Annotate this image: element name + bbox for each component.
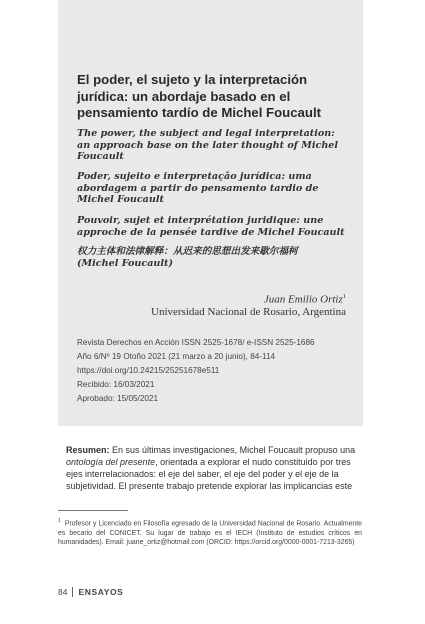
abstract-text-2: , orientada a explorar el nudo constituido por tres ejes interrelacionados: el eje del saber, el eje del poder y el eje de la subjetividad. El presente trabajo pretende explorar las implicancias este bbox=[66, 457, 353, 492]
author-name-text: Juan Emilio Ortiz bbox=[263, 293, 343, 306]
author-affiliation: Universidad Nacional de Rosario, Argentina bbox=[151, 306, 346, 318]
article-header-box bbox=[58, 0, 363, 426]
abstract-text-1: En sus últimas investigaciones, Michel Foucault propuso una bbox=[109, 445, 356, 455]
chinese-title-line: (Michel Foucault) bbox=[77, 257, 174, 269]
issue-info: Año 6/Nº 19 Otoño 2021 (21 marzo a 20 junio), 84-114 bbox=[77, 352, 276, 361]
footnote-mark: 1 bbox=[58, 518, 61, 524]
footnote bbox=[58, 517, 362, 547]
author-footnote-mark: 1 bbox=[342, 293, 346, 300]
portuguese-title-line: Poder, sujeito e interpretação jurídica: uma bbox=[77, 171, 312, 182]
footnote-divider bbox=[58, 510, 128, 511]
english-title-line: The power, the subject and legal interpretation: bbox=[77, 128, 335, 139]
page-footer bbox=[58, 587, 123, 597]
article-title bbox=[77, 72, 347, 122]
title-line-3: pensamiento tardío de Michel Foucault bbox=[77, 105, 322, 120]
french-title-line: approche de la pensée tardive de Michel Foucault bbox=[77, 226, 345, 238]
portuguese-title bbox=[77, 171, 349, 206]
french-title-line: Pouvoir, sujet et interprétation juridique: une bbox=[77, 215, 324, 226]
english-title bbox=[77, 128, 349, 163]
author-name bbox=[150, 293, 346, 306]
abstract-label: Resumen: bbox=[66, 445, 110, 455]
title-line-1: El poder, el sujeto y la interpretación bbox=[77, 72, 308, 87]
journal-issn: Revista Derechos en Acción ISSN 2525-1678/ e-ISSN 2525-1686 bbox=[77, 338, 315, 347]
portuguese-title-line: abordagem a partir do pensamento tardio de bbox=[77, 182, 319, 194]
english-title-line: an approach base on the later thought of Michel bbox=[77, 139, 339, 151]
abstract bbox=[66, 444, 360, 492]
abstract-italic-term: ontología del presente bbox=[66, 457, 156, 468]
portuguese-title-line: Michel Foucault bbox=[77, 194, 164, 206]
footnote-text: Profesor y Licenciado en Filosofía egresado de la Universidad Nacional de Rosario. Actualmente es becario del CONICET. Su lugar de trabajo es el IECH (Instituto de estudios críticos en humanidades). Email: juane_ortiz@hotmail.com (ORCID: https://orcid.org/0000-0001-7213-3265) bbox=[58, 520, 362, 546]
page-number: 84 bbox=[58, 587, 68, 597]
chinese-title-line: 权力主体和法律解释：从迟来的思想出发来歇尔福柯 bbox=[77, 246, 298, 257]
french-title bbox=[77, 215, 349, 238]
footer-separator bbox=[72, 587, 73, 597]
chinese-title bbox=[77, 246, 349, 269]
title-line-2: jurídica: un abordaje basado en el bbox=[77, 88, 291, 104]
english-title-line: Foucault bbox=[77, 151, 124, 163]
received-date: Recibido: 16/03/2021 bbox=[77, 380, 155, 389]
section-name: ENSAYOS bbox=[78, 587, 124, 597]
approved-date: Aprobado: 15/05/2021 bbox=[77, 394, 159, 403]
doi-link[interactable]: https://doi.org/10.24215/25251678e511 bbox=[77, 366, 220, 375]
